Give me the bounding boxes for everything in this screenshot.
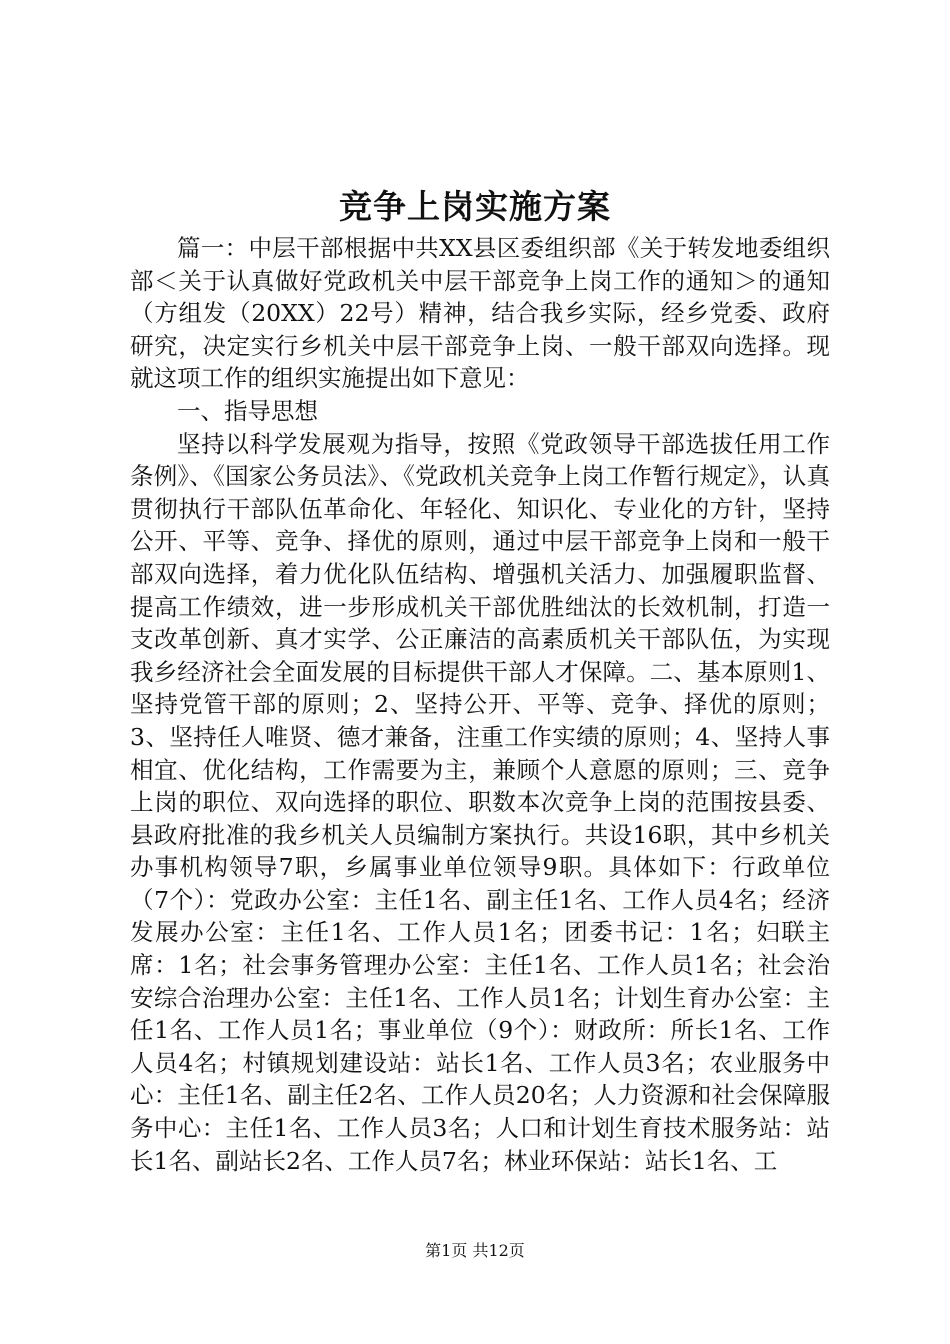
paragraph-main-content: 坚持以科学发展观为指导，按照《党政领导干部选拔任用工作条例》、《国家公务员法》、《党政机关竞争上岗工作暂行规定》，认真贯彻执行干部队伍革命化、年轻化、知识化、专业化的方针，坚持公开、平等、竞争、择优的原则，通过中层干部竞争上岗和一般干部双向选择，着力优化队伍结构、增强机关活力、加强履职监督、提高工作绩效，进一步形成机关干部优胜绌汰的长效机制，打造一支改革创新、真才实学、公正廉洁的高素质机关干部队伍，为实现我乡经济社会全面发展的目标提供干部人才保障。二、基本原则1、坚持党管干部的原则；2、坚持公开、平等、竞争、择优的原则；3、坚持任人唯贤、德才兼备，注重工作实绩的原则；4、坚持人事相宜、优化结构，工作需要为主，兼顾个人意愿的原则；三、竞争上岗的职位、双向选择的职位、职数本次竞争上岗的范围按县委、县政府批准的我乡机关人员编制方案执行。共设16职，其中乡机关办事机构领导7职，乡属事业单位领导9职。具体如下：行政单位（7个）：党政办公室：主任1名、副主任1名、工作人员4名；经济发展办公室：主任1名、工作人员1名；团委书记：1名；妇联主席：1名；社会事务管理办公室：主任1名、工作人员1名；社会治安综合治理办公室：主任1名、工作人员1名；计划生育办公室：主任1名、工作人员1名；事业单位（9个）：财政所：所长1名、工作人员4名；村镇规划建设站：站长1名、工作人员3名；农业服务中心：主任1名、副主任2名、工作人员20名；人力资源和社会保障服务中心：主任1名、工作人员3名；人口和计划生育技术服务站：站长1名、副站长2名、工作人员7名；林业环保站：站长1名、工 <box>130 429 830 1175</box>
paragraph-intro: 篇一：中层干部根据中共XX县区委组织部《关于转发地委组织部＜关于认真做好党政机关中层干部竞争上岗工作的通知＞的通知（方组发（20XX）22号）精神，结合我乡实际，经乡党委、政府研究，决定实行乡机关中层干部竞争上岗、一般干部双向选择。现就这项工作的组织实施提出如下意见： <box>130 234 830 393</box>
page-footer: 第1页 共12页 <box>425 1241 525 1260</box>
paragraph-heading-guiding-ideology: 一、指导思想 <box>177 396 318 425</box>
document-title: 竞争上岗实施方案 <box>339 187 611 226</box>
document-body <box>130 232 830 1177</box>
